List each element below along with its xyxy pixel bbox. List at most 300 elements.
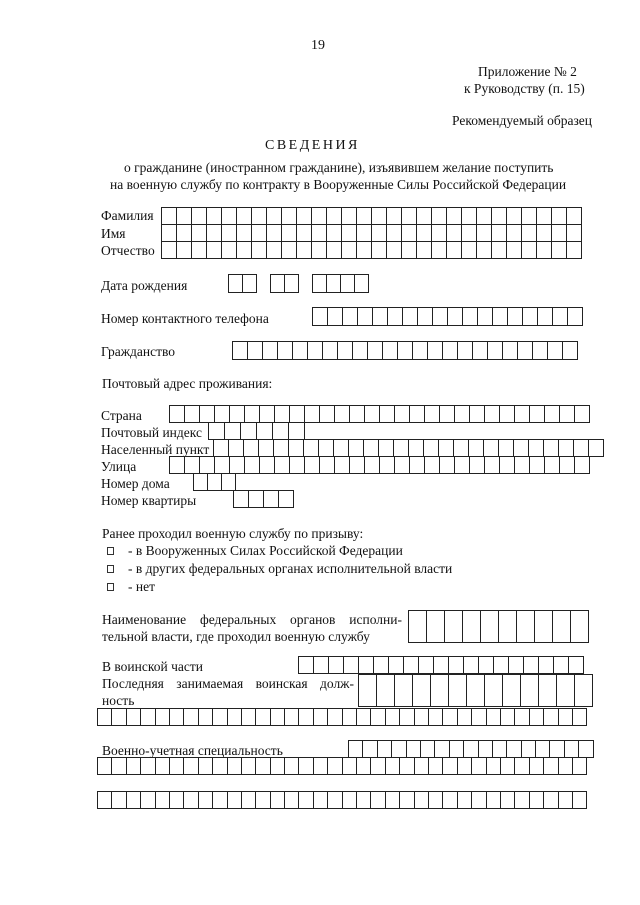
entry-cell[interactable] <box>257 423 273 439</box>
entry-cell[interactable] <box>305 457 320 473</box>
entry-cell[interactable] <box>297 242 312 258</box>
military-unit-cells[interactable] <box>298 656 584 674</box>
entry-cell[interactable] <box>417 225 432 241</box>
entry-cell[interactable] <box>299 709 313 725</box>
entry-cell[interactable] <box>455 457 470 473</box>
entry-cell[interactable] <box>372 208 387 224</box>
entry-cell[interactable] <box>472 709 486 725</box>
entry-cell[interactable] <box>314 657 329 673</box>
entry-cell[interactable] <box>156 709 170 725</box>
entry-cell[interactable] <box>575 457 590 473</box>
last-position-cells[interactable] <box>358 674 593 707</box>
locality-cells[interactable] <box>213 439 604 457</box>
entry-cell[interactable] <box>184 758 198 774</box>
entry-cell[interactable] <box>539 675 557 706</box>
entry-cell[interactable] <box>529 440 544 456</box>
entry-cell[interactable] <box>112 709 126 725</box>
entry-cell[interactable] <box>544 758 558 774</box>
extra-cells-row[interactable] <box>97 791 587 809</box>
entry-cell[interactable] <box>312 242 327 258</box>
entry-cell[interactable] <box>215 406 230 422</box>
entry-cell[interactable] <box>327 275 341 292</box>
entry-cell[interactable] <box>305 406 320 422</box>
entry-cell[interactable] <box>485 457 500 473</box>
entry-cell[interactable] <box>359 657 374 673</box>
entry-cell[interactable] <box>380 406 395 422</box>
entry-cell[interactable] <box>573 758 587 774</box>
entry-cell[interactable] <box>501 758 515 774</box>
entry-cell[interactable] <box>523 308 538 325</box>
entry-cell[interactable] <box>435 741 449 757</box>
entry-cell[interactable] <box>477 225 492 241</box>
federal-body-cells[interactable] <box>408 610 589 643</box>
entry-cell[interactable] <box>443 792 457 808</box>
entry-cell[interactable] <box>112 758 126 774</box>
entry-cell[interactable] <box>462 208 477 224</box>
entry-cell[interactable] <box>357 225 372 241</box>
entry-cell[interactable] <box>192 225 207 241</box>
entry-cell[interactable] <box>402 208 417 224</box>
entry-cell[interactable] <box>371 758 385 774</box>
entry-cell[interactable] <box>213 758 227 774</box>
entry-cell[interactable] <box>214 440 229 456</box>
entry-cell[interactable] <box>463 611 481 642</box>
entry-cell[interactable] <box>244 440 259 456</box>
entry-cell[interactable] <box>242 758 256 774</box>
entry-cell[interactable] <box>233 342 248 359</box>
entry-cell[interactable] <box>473 342 488 359</box>
entry-cell[interactable] <box>260 406 275 422</box>
entry-cell[interactable] <box>552 225 567 241</box>
entry-cell[interactable] <box>304 440 319 456</box>
entry-cell[interactable] <box>415 792 429 808</box>
entry-cell[interactable] <box>499 611 517 642</box>
entry-cell[interactable] <box>264 491 279 507</box>
entry-cell[interactable] <box>530 792 544 808</box>
entry-cell[interactable] <box>282 208 297 224</box>
entry-cell[interactable] <box>343 308 358 325</box>
entry-cell[interactable] <box>357 242 372 258</box>
entry-cell[interactable] <box>170 457 185 473</box>
entry-cell[interactable] <box>320 457 335 473</box>
entry-cell[interactable] <box>208 474 222 490</box>
entry-cell[interactable] <box>222 225 237 241</box>
entry-cell[interactable] <box>207 208 222 224</box>
entry-cell[interactable] <box>431 675 449 706</box>
entry-cell[interactable] <box>209 423 225 439</box>
entry-cell[interactable] <box>222 242 237 258</box>
entry-cell[interactable] <box>313 308 328 325</box>
entry-cell[interactable] <box>207 225 222 241</box>
entry-cell[interactable] <box>213 709 227 725</box>
entry-cell[interactable] <box>417 242 432 258</box>
entry-cell[interactable] <box>285 758 299 774</box>
entry-cell[interactable] <box>462 242 477 258</box>
entry-cell[interactable] <box>312 225 327 241</box>
entry-cell[interactable] <box>312 208 327 224</box>
entry-cell[interactable] <box>222 208 237 224</box>
entry-cell[interactable] <box>492 225 507 241</box>
entry-cell[interactable] <box>567 242 582 258</box>
entry-cell[interactable] <box>503 342 518 359</box>
entry-cell[interactable] <box>415 758 429 774</box>
birth-day-cells[interactable] <box>228 274 257 293</box>
entry-cell[interactable] <box>343 758 357 774</box>
entry-cell[interactable] <box>335 406 350 422</box>
specialty-cells-row2[interactable] <box>97 757 587 775</box>
entry-cell[interactable] <box>530 406 545 422</box>
entry-cell[interactable] <box>98 758 112 774</box>
entry-cell[interactable] <box>273 423 289 439</box>
entry-cell[interactable] <box>170 709 184 725</box>
entry-cell[interactable] <box>443 709 457 725</box>
entry-cell[interactable] <box>398 342 413 359</box>
entry-cell[interactable] <box>184 792 198 808</box>
entry-cell[interactable] <box>343 792 357 808</box>
entry-cell[interactable] <box>387 242 402 258</box>
entry-cell[interactable] <box>443 758 457 774</box>
entry-cell[interactable] <box>472 758 486 774</box>
entry-cell[interactable] <box>341 275 355 292</box>
entry-cell[interactable] <box>141 709 155 725</box>
entry-cell[interactable] <box>199 709 213 725</box>
entry-cell[interactable] <box>259 440 274 456</box>
phone-cells[interactable] <box>312 307 583 326</box>
entry-cell[interactable] <box>327 242 342 258</box>
entry-cell[interactable] <box>343 709 357 725</box>
entry-cell[interactable] <box>545 406 560 422</box>
entry-cell[interactable] <box>402 242 417 258</box>
entry-cell[interactable] <box>404 657 419 673</box>
entry-cell[interactable] <box>500 457 515 473</box>
entry-cell[interactable] <box>162 225 177 241</box>
entry-cell[interactable] <box>112 792 126 808</box>
entry-cell[interactable] <box>242 792 256 808</box>
entry-cell[interactable] <box>228 792 242 808</box>
entry-cell[interactable] <box>290 457 305 473</box>
entry-cell[interactable] <box>127 709 141 725</box>
entry-cell[interactable] <box>141 758 155 774</box>
entry-cell[interactable] <box>328 308 343 325</box>
entry-cell[interactable] <box>194 474 208 490</box>
entry-cell[interactable] <box>432 242 447 258</box>
entry-cell[interactable] <box>299 657 314 673</box>
entry-cell[interactable] <box>357 709 371 725</box>
entry-cell[interactable] <box>252 225 267 241</box>
option-none-checkbox[interactable] <box>107 583 114 591</box>
entry-cell[interactable] <box>314 792 328 808</box>
entry-cell[interactable] <box>358 308 373 325</box>
entry-cell[interactable] <box>469 440 484 456</box>
entry-cell[interactable] <box>282 242 297 258</box>
entry-cell[interactable] <box>563 342 578 359</box>
entry-cell[interactable] <box>429 758 443 774</box>
entry-cell[interactable] <box>378 741 392 757</box>
entry-cell[interactable] <box>447 208 462 224</box>
entry-cell[interactable] <box>443 342 458 359</box>
entry-cell[interactable] <box>425 457 440 473</box>
entry-cell[interactable] <box>499 440 514 456</box>
entry-cell[interactable] <box>522 741 536 757</box>
entry-cell[interactable] <box>425 406 440 422</box>
entry-cell[interactable] <box>289 423 305 439</box>
entry-cell[interactable] <box>327 225 342 241</box>
entry-cell[interactable] <box>567 208 582 224</box>
entry-cell[interactable] <box>338 342 353 359</box>
entry-cell[interactable] <box>569 657 584 673</box>
entry-cell[interactable] <box>342 225 357 241</box>
entry-cell[interactable] <box>559 709 573 725</box>
entry-cell[interactable] <box>328 709 342 725</box>
entry-cell[interactable] <box>464 741 478 757</box>
entry-cell[interactable] <box>440 406 455 422</box>
entry-cell[interactable] <box>368 342 383 359</box>
entry-cell[interactable] <box>185 457 200 473</box>
entry-cell[interactable] <box>413 342 428 359</box>
entry-cell[interactable] <box>237 208 252 224</box>
entry-cell[interactable] <box>458 758 472 774</box>
last-position-cells-row2[interactable] <box>97 708 587 726</box>
entry-cell[interactable] <box>271 709 285 725</box>
entry-cell[interactable] <box>275 406 290 422</box>
entry-cell[interactable] <box>400 709 414 725</box>
entry-cell[interactable] <box>567 225 582 241</box>
entry-cell[interactable] <box>364 440 379 456</box>
entry-cell[interactable] <box>372 242 387 258</box>
entry-cell[interactable] <box>252 242 267 258</box>
birth-month-cells[interactable] <box>270 274 299 293</box>
entry-cell[interactable] <box>537 225 552 241</box>
entry-cell[interactable] <box>293 342 308 359</box>
entry-cell[interactable] <box>256 758 270 774</box>
entry-cell[interactable] <box>445 611 463 642</box>
entry-cell[interactable] <box>289 440 304 456</box>
entry-cell[interactable] <box>379 440 394 456</box>
birth-year-cells[interactable] <box>312 274 369 293</box>
entry-cell[interactable] <box>342 242 357 258</box>
entry-cell[interactable] <box>517 611 535 642</box>
entry-cell[interactable] <box>282 225 297 241</box>
entry-cell[interactable] <box>573 792 587 808</box>
surname-cells[interactable] <box>161 207 582 225</box>
entry-cell[interactable] <box>514 440 529 456</box>
entry-cell[interactable] <box>522 208 537 224</box>
entry-cell[interactable] <box>544 709 558 725</box>
entry-cell[interactable] <box>521 675 539 706</box>
entry-cell[interactable] <box>323 342 338 359</box>
entry-cell[interactable] <box>200 406 215 422</box>
entry-cell[interactable] <box>479 657 494 673</box>
entry-cell[interactable] <box>515 709 529 725</box>
entry-cell[interactable] <box>377 675 395 706</box>
entry-cell[interactable] <box>429 709 443 725</box>
entry-cell[interactable] <box>386 792 400 808</box>
entry-cell[interactable] <box>228 758 242 774</box>
entry-cell[interactable] <box>285 709 299 725</box>
entry-cell[interactable] <box>141 792 155 808</box>
entry-cell[interactable] <box>230 457 245 473</box>
entry-cell[interactable] <box>267 225 282 241</box>
entry-cell[interactable] <box>485 406 500 422</box>
entry-cell[interactable] <box>507 208 522 224</box>
entry-cell[interactable] <box>252 208 267 224</box>
entry-cell[interactable] <box>415 709 429 725</box>
entry-cell[interactable] <box>192 242 207 258</box>
entry-cell[interactable] <box>530 457 545 473</box>
entry-cell[interactable] <box>439 440 454 456</box>
entry-cell[interactable] <box>215 457 230 473</box>
entry-cell[interactable] <box>557 675 575 706</box>
entry-cell[interactable] <box>237 242 252 258</box>
entry-cell[interactable] <box>515 406 530 422</box>
option-other-bodies-checkbox[interactable] <box>107 565 114 573</box>
entry-cell[interactable] <box>402 225 417 241</box>
entry-cell[interactable] <box>156 758 170 774</box>
entry-cell[interactable] <box>560 406 575 422</box>
entry-cell[interactable] <box>271 758 285 774</box>
entry-cell[interactable] <box>229 440 244 456</box>
entry-cell[interactable] <box>162 208 177 224</box>
entry-cell[interactable] <box>418 308 433 325</box>
entry-cell[interactable] <box>429 792 443 808</box>
entry-cell[interactable] <box>433 308 448 325</box>
entry-cell[interactable] <box>290 406 305 422</box>
entry-cell[interactable] <box>357 792 371 808</box>
entry-cell[interactable] <box>565 741 579 757</box>
entry-cell[interactable] <box>297 208 312 224</box>
entry-cell[interactable] <box>185 406 200 422</box>
entry-cell[interactable] <box>409 440 424 456</box>
entry-cell[interactable] <box>371 792 385 808</box>
entry-cell[interactable] <box>320 406 335 422</box>
entry-cell[interactable] <box>383 342 398 359</box>
entry-cell[interactable] <box>170 792 184 808</box>
entry-cell[interactable] <box>522 225 537 241</box>
entry-cell[interactable] <box>267 242 282 258</box>
entry-cell[interactable] <box>386 709 400 725</box>
entry-cell[interactable] <box>432 208 447 224</box>
entry-cell[interactable] <box>177 225 192 241</box>
entry-cell[interactable] <box>530 709 544 725</box>
entry-cell[interactable] <box>319 440 334 456</box>
entry-cell[interactable] <box>427 611 445 642</box>
entry-cell[interactable] <box>365 406 380 422</box>
entry-cell[interactable] <box>248 342 263 359</box>
entry-cell[interactable] <box>389 657 404 673</box>
entry-cell[interactable] <box>285 275 299 292</box>
entry-cell[interactable] <box>410 457 425 473</box>
entry-cell[interactable] <box>501 709 515 725</box>
entry-cell[interactable] <box>575 675 593 706</box>
entry-cell[interactable] <box>260 457 275 473</box>
entry-cell[interactable] <box>328 792 342 808</box>
entry-cell[interactable] <box>184 709 198 725</box>
entry-cell[interactable] <box>357 208 372 224</box>
entry-cell[interactable] <box>552 208 567 224</box>
entry-cell[interactable] <box>553 611 571 642</box>
entry-cell[interactable] <box>373 308 388 325</box>
entry-cell[interactable] <box>421 741 435 757</box>
entry-cell[interactable] <box>462 225 477 241</box>
entry-cell[interactable] <box>508 308 523 325</box>
entry-cell[interactable] <box>274 440 289 456</box>
entry-cell[interactable] <box>509 657 524 673</box>
entry-cell[interactable] <box>249 491 264 507</box>
entry-cell[interactable] <box>575 406 590 422</box>
entry-cell[interactable] <box>434 657 449 673</box>
entry-cell[interactable] <box>278 342 293 359</box>
entry-cell[interactable] <box>380 457 395 473</box>
entry-cell[interactable] <box>447 225 462 241</box>
entry-cell[interactable] <box>477 208 492 224</box>
entry-cell[interactable] <box>350 406 365 422</box>
entry-cell[interactable] <box>349 440 364 456</box>
entry-cell[interactable] <box>409 611 427 642</box>
entry-cell[interactable] <box>537 208 552 224</box>
entry-cell[interactable] <box>539 657 554 673</box>
entry-cell[interactable] <box>245 457 260 473</box>
entry-cell[interactable] <box>544 792 558 808</box>
entry-cell[interactable] <box>571 611 589 642</box>
entry-cell[interactable] <box>559 792 573 808</box>
entry-cell[interactable] <box>455 406 470 422</box>
entry-cell[interactable] <box>493 308 508 325</box>
entry-cell[interactable] <box>552 242 567 258</box>
name-cells[interactable] <box>161 224 582 242</box>
entry-cell[interactable] <box>127 792 141 808</box>
entry-cell[interactable] <box>544 440 559 456</box>
entry-cell[interactable] <box>548 342 563 359</box>
entry-cell[interactable] <box>500 406 515 422</box>
entry-cell[interactable] <box>192 208 207 224</box>
entry-cell[interactable] <box>463 308 478 325</box>
entry-cell[interactable] <box>267 208 282 224</box>
entry-cell[interactable] <box>342 208 357 224</box>
entry-cell[interactable] <box>374 657 389 673</box>
entry-cell[interactable] <box>350 457 365 473</box>
specialty-cells[interactable] <box>348 740 594 758</box>
entry-cell[interactable] <box>559 440 574 456</box>
entry-cell[interactable] <box>538 308 553 325</box>
entry-cell[interactable] <box>494 657 509 673</box>
entry-cell[interactable] <box>407 741 421 757</box>
entry-cell[interactable] <box>328 758 342 774</box>
entry-cell[interactable] <box>478 308 493 325</box>
patronymic-cells[interactable] <box>161 241 582 259</box>
entry-cell[interactable] <box>507 225 522 241</box>
entry-cell[interactable] <box>515 758 529 774</box>
entry-cell[interactable] <box>329 657 344 673</box>
entry-cell[interactable] <box>355 275 369 292</box>
entry-cell[interactable] <box>559 758 573 774</box>
entry-cell[interactable] <box>467 675 485 706</box>
entry-cell[interactable] <box>229 275 243 292</box>
entry-cell[interactable] <box>448 308 463 325</box>
entry-cell[interactable] <box>353 342 368 359</box>
entry-cell[interactable] <box>507 242 522 258</box>
entry-cell[interactable] <box>314 709 328 725</box>
apartment-cells[interactable] <box>233 490 294 508</box>
entry-cell[interactable] <box>199 792 213 808</box>
entry-cell[interactable] <box>334 440 349 456</box>
entry-cell[interactable] <box>573 709 587 725</box>
citizenship-cells[interactable] <box>232 341 578 360</box>
entry-cell[interactable] <box>515 457 530 473</box>
entry-cell[interactable] <box>349 741 363 757</box>
entry-cell[interactable] <box>537 242 552 258</box>
entry-cell[interactable] <box>371 709 385 725</box>
entry-cell[interactable] <box>560 457 575 473</box>
